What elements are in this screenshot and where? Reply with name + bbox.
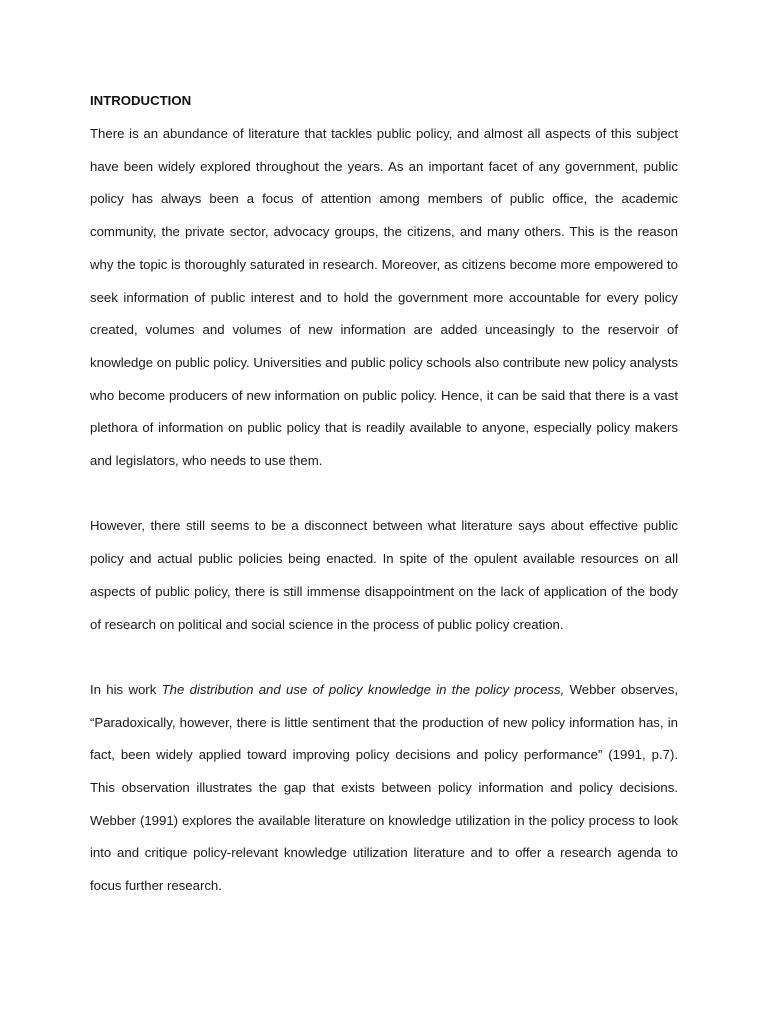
paragraph-3 <box>90 674 678 903</box>
document-body <box>90 91 678 903</box>
paragraph-3-prefix: In his work <box>90 681 162 697</box>
paragraph-3-body: Webber observes, “Paradoxically, however, there is little sentiment that the production of new policy information has, in fact, been widely applied toward improving policy decisions and policy performance” (1991, p.7). This observation illustrates the gap that exists between policy information and policy decisions. Webber (1991) explores the available literature on knowledge utilization in the policy process to look into and critique policy-relevant knowledge utilization literature and to offer a research agenda to focus further research. <box>90 681 678 894</box>
paragraph-1: There is an abundance of literature that tackles public policy, and almost all aspects of this subject have been widely explored throughout the years. As an important facet of any government, public policy has always been a focus of attention among members of public office, the academic community, the private sector, advocacy groups, the citizens, and many others. This is the reason why the topic is thoroughly saturated in research. Moreover, as citizens become more empowered to seek information of public interest and to hold the government more accountable for every policy created, volumes and volumes of new information are added unceasingly to the reservoir of knowledge on public policy. Universities and public policy schools also contribute new policy analysts who become producers of new information on public policy. Hence, it can be said that there is a vast plethora of information on public policy that is readily available to anyone, especially policy makers and legislators, who needs to use them. <box>90 126 678 469</box>
paragraph-2: However, there still seems to be a disconnect between what literature says about effective public policy and actual public policies being enacted. In spite of the opulent available resources on all aspects of public policy, there is still immense disappointment on the lack of application of the body of research on political and social science in the process of public policy creation. <box>90 518 678 632</box>
section-heading: INTRODUCTION <box>90 93 192 108</box>
cited-work-title: The distribution and use of policy knowledge in the policy process, <box>161 681 565 697</box>
